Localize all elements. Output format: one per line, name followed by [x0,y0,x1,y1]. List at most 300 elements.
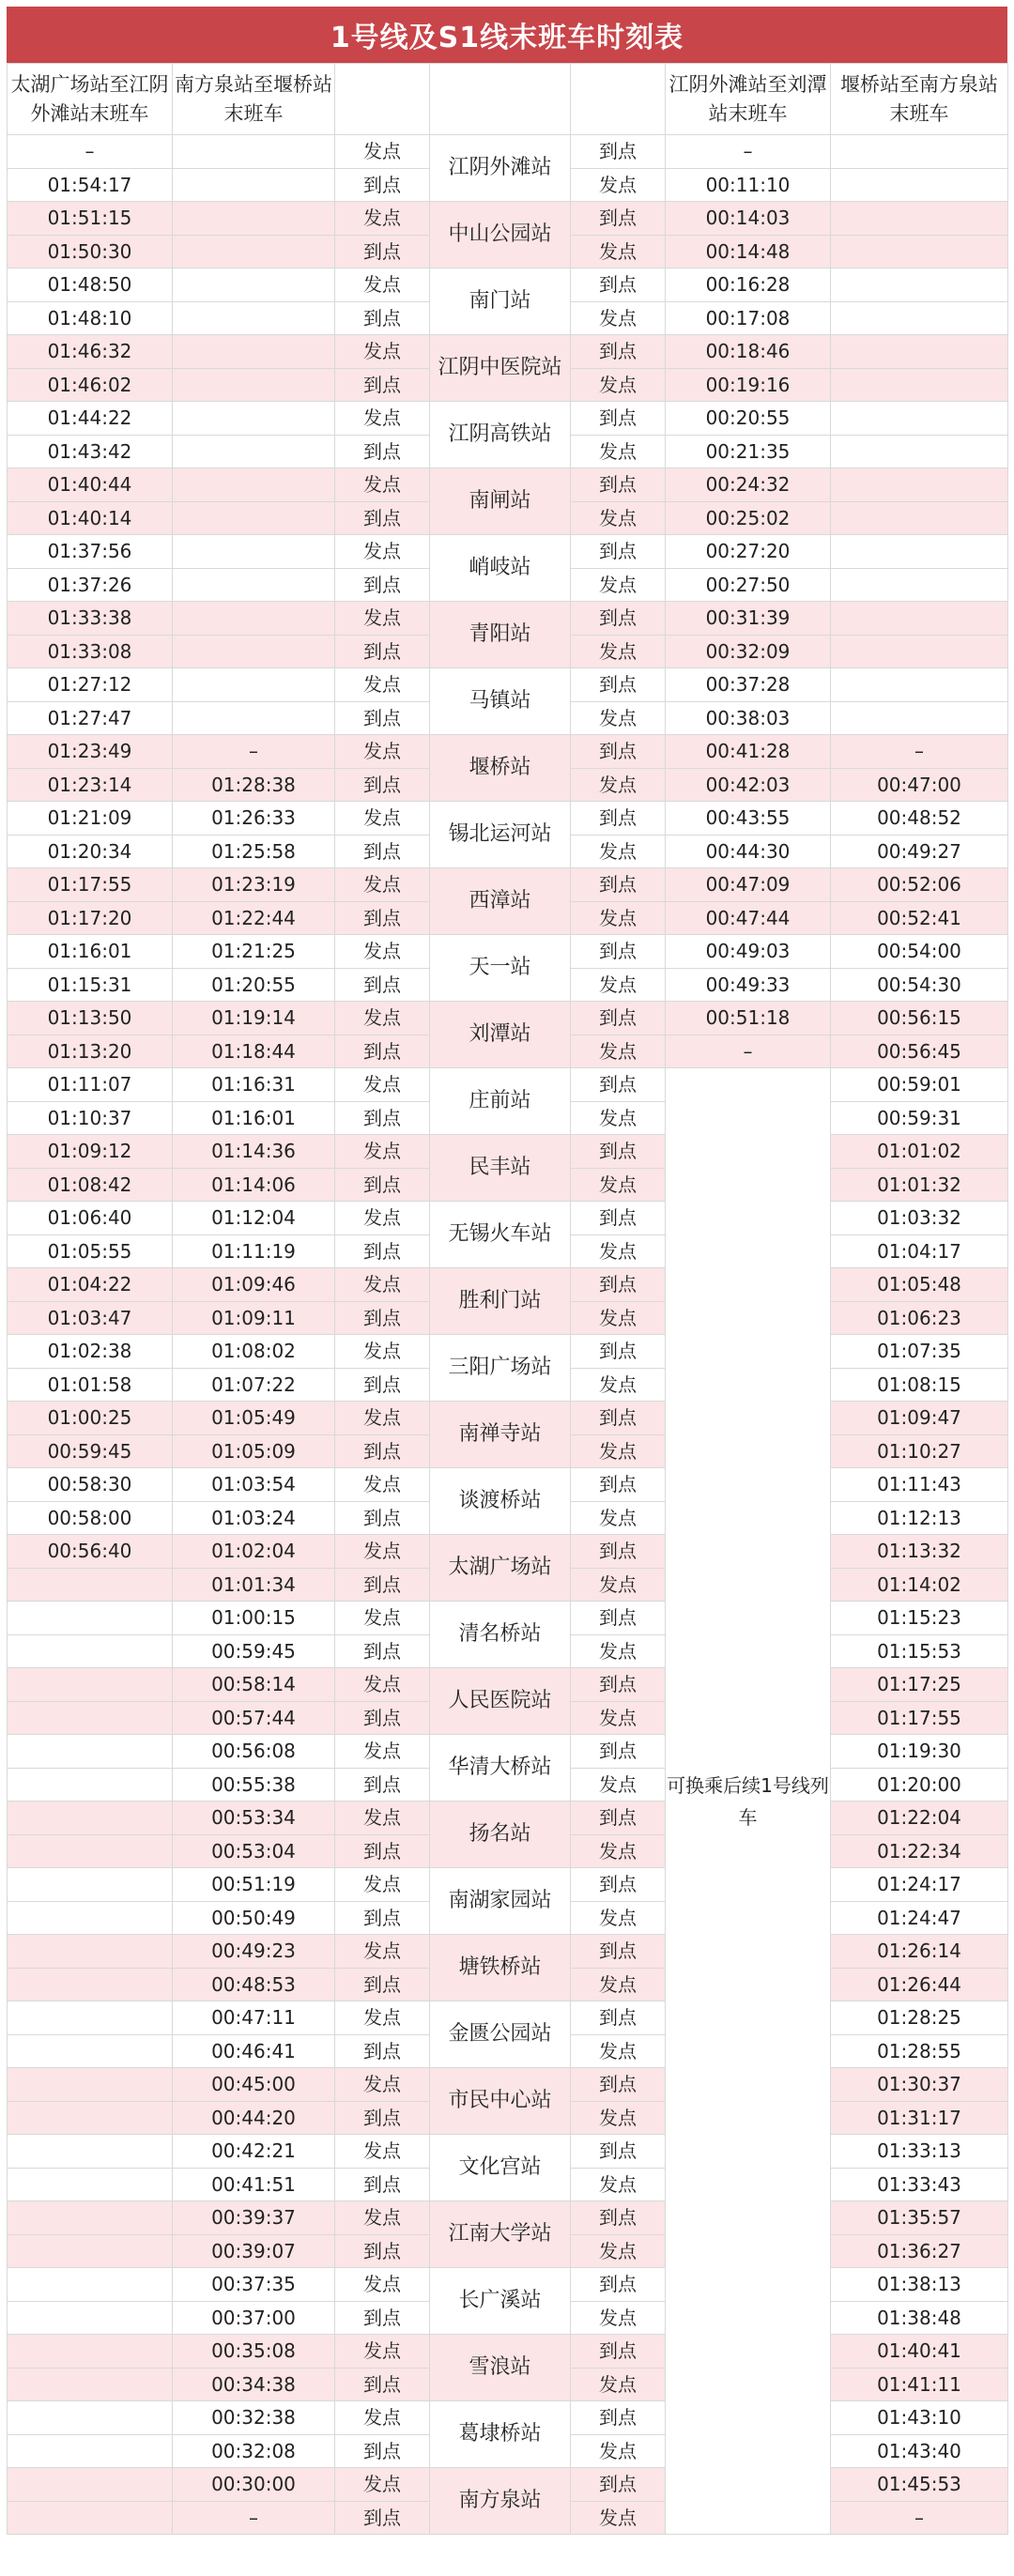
time-nanfangquan-to-yanqiao [173,602,335,636]
time-nanfangquan-to-yanqiao: 01:03:54 [173,1468,335,1502]
event-type-right: 到点 [571,1935,666,1969]
time-jiangyin-to-liutan: 00:51:18 [666,1002,831,1035]
time-nanfangquan-to-yanqiao: 01:12:04 [173,1202,335,1235]
header-yanqiao-to-nanfangquan: 堰桥站至南方泉站末班车 [831,64,1008,135]
time-nanfangquan-to-yanqiao: – [173,735,335,769]
time-yanqiao-to-nanfangquan [831,135,1008,169]
time-taihu-to-jiangyin: – [8,135,173,169]
time-jiangyin-to-liutan: 00:16:28 [666,268,831,302]
time-nanfangquan-to-yanqiao: 01:11:19 [173,1234,335,1268]
time-nanfangquan-to-yanqiao [173,368,335,402]
time-yanqiao-to-nanfangquan: 01:31:17 [831,2101,1008,2135]
time-taihu-to-jiangyin: 01:48:10 [8,301,173,335]
time-taihu-to-jiangyin [8,2501,173,2535]
time-taihu-to-jiangyin: 01:33:08 [8,635,173,668]
time-nanfangquan-to-yanqiao: 01:22:44 [173,901,335,935]
event-type-right: 发点 [571,2034,666,2068]
station-name: 堰桥站 [430,735,571,802]
time-nanfangquan-to-yanqiao: 00:56:08 [173,1735,335,1769]
event-type-left: 发点 [335,2001,430,2035]
event-type-right: 发点 [571,235,666,268]
station-name: 江南大学站 [430,2201,571,2268]
time-nanfangquan-to-yanqiao: 00:57:44 [173,1701,335,1735]
time-yanqiao-to-nanfangquan: 01:09:47 [831,1402,1008,1435]
event-type-right: 到点 [571,1668,666,1702]
event-type-right: 发点 [571,301,666,335]
time-taihu-to-jiangyin: 01:06:40 [8,1202,173,1235]
time-taihu-to-jiangyin: 01:11:07 [8,1068,173,1102]
table-row [8,402,1008,436]
time-nanfangquan-to-yanqiao: 01:07:22 [173,1368,335,1402]
time-taihu-to-jiangyin: 01:46:02 [8,368,173,402]
event-type-left: 发点 [335,1468,430,1502]
station-name: 无锡火车站 [430,1202,571,1268]
event-type-right: 发点 [571,835,666,868]
station-name: 江阴中医院站 [430,335,571,402]
time-yanqiao-to-nanfangquan: 01:43:40 [831,2434,1008,2468]
event-type-left: 发点 [335,802,430,836]
event-type-right: 发点 [571,1901,666,1935]
event-type-right: 到点 [571,802,666,836]
event-type-right: 到点 [571,135,666,169]
time-nanfangquan-to-yanqiao: 00:50:49 [173,1901,335,1935]
time-taihu-to-jiangyin [8,2168,173,2201]
time-taihu-to-jiangyin: 01:44:22 [8,402,173,436]
event-type-left: 到点 [335,701,430,735]
event-type-right: 到点 [571,202,666,236]
event-type-right: 发点 [571,901,666,935]
time-taihu-to-jiangyin: 01:23:14 [8,768,173,802]
table-row [8,2201,1008,2235]
time-jiangyin-to-liutan: 00:43:55 [666,802,831,836]
time-nanfangquan-to-yanqiao: 00:53:04 [173,1834,335,1868]
event-type-left: 到点 [335,2234,430,2268]
time-yanqiao-to-nanfangquan: 00:54:30 [831,968,1008,1002]
event-type-left: 到点 [335,1834,430,1868]
station-name: 扬名站 [430,1802,571,1868]
time-nanfangquan-to-yanqiao: 00:51:19 [173,1868,335,1902]
event-type-right: 发点 [571,1301,666,1335]
time-nanfangquan-to-yanqiao: 01:25:58 [173,835,335,868]
station-name: 胜利门站 [430,1268,571,1335]
time-nanfangquan-to-yanqiao: 01:18:44 [173,1035,335,1068]
time-nanfangquan-to-yanqiao: 00:59:45 [173,1634,335,1668]
event-type-left: 发点 [335,2135,430,2169]
time-taihu-to-jiangyin: 00:58:00 [8,1501,173,1535]
table-row [8,1802,1008,1835]
time-yanqiao-to-nanfangquan: 01:04:17 [831,1234,1008,1268]
time-yanqiao-to-nanfangquan: 00:54:00 [831,935,1008,969]
event-type-left: 发点 [335,1135,430,1169]
event-type-right: 到点 [571,1202,666,1235]
event-type-right: 发点 [571,701,666,735]
time-jiangyin-to-liutan: 00:49:33 [666,968,831,1002]
time-yanqiao-to-nanfangquan [831,368,1008,402]
event-type-left: 发点 [335,535,430,569]
table-row [8,1335,1008,1369]
table-row [8,1668,1008,1702]
event-type-left: 到点 [335,2101,430,2135]
time-yanqiao-to-nanfangquan: 01:38:48 [831,2301,1008,2335]
table-row [8,1735,1008,1769]
station-name: 峭岐站 [430,535,571,602]
event-type-right: 发点 [571,435,666,468]
event-type-right: 到点 [571,2335,666,2369]
time-nanfangquan-to-yanqiao: 00:39:37 [173,2201,335,2235]
event-type-left: 到点 [335,1301,430,1335]
time-yanqiao-to-nanfangquan: 01:28:25 [831,2001,1008,2035]
time-yanqiao-to-nanfangquan [831,301,1008,335]
event-type-left: 到点 [335,368,430,402]
event-type-left: 到点 [335,2368,430,2401]
event-type-left: 发点 [335,468,430,502]
time-taihu-to-jiangyin: 01:43:42 [8,435,173,468]
event-type-right: 到点 [571,2201,666,2235]
station-name: 南湖家园站 [430,1868,571,1935]
time-nanfangquan-to-yanqiao: 00:39:07 [173,2234,335,2268]
event-type-left: 到点 [335,1501,430,1535]
time-jiangyin-to-liutan: 00:27:20 [666,535,831,569]
time-nanfangquan-to-yanqiao: 00:53:34 [173,1802,335,1835]
event-type-right: 发点 [571,968,666,1002]
time-yanqiao-to-nanfangquan: 00:49:27 [831,835,1008,868]
table-row [8,1068,1008,1102]
time-taihu-to-jiangyin: 01:09:12 [8,1135,173,1169]
event-type-left: 到点 [335,635,430,668]
time-taihu-to-jiangyin: 01:00:25 [8,1402,173,1435]
event-type-left: 发点 [335,1868,430,1902]
event-type-left: 到点 [335,568,430,602]
table-row [8,2135,1008,2169]
time-taihu-to-jiangyin [8,1968,173,2001]
event-type-right: 到点 [571,868,666,902]
event-type-right: 到点 [571,468,666,502]
table-row [8,802,1008,836]
time-nanfangquan-to-yanqiao: 00:55:38 [173,1768,335,1802]
event-type-right: 发点 [571,1168,666,1202]
event-type-left: 发点 [335,1668,430,1702]
table-row [8,2401,1008,2435]
station-name: 南方泉站 [430,2468,571,2535]
time-nanfangquan-to-yanqiao: 01:05:09 [173,1434,335,1468]
time-taihu-to-jiangyin [8,2201,173,2235]
time-taihu-to-jiangyin: 01:08:42 [8,1168,173,1202]
time-nanfangquan-to-yanqiao: 01:16:31 [173,1068,335,1102]
station-name: 市民中心站 [430,2068,571,2135]
station-name: 西漳站 [430,868,571,935]
time-jiangyin-to-liutan: 00:18:46 [666,335,831,369]
timetable-page [7,7,1007,2535]
time-yanqiao-to-nanfangquan [831,268,1008,302]
event-type-left: 到点 [335,1168,430,1202]
event-type-right: 发点 [571,2168,666,2201]
timetable-title: 1号线及S1线末班车时刻表 [7,7,1007,63]
table-row [8,1402,1008,1435]
event-type-right: 发点 [571,1568,666,1602]
time-yanqiao-to-nanfangquan: 00:48:52 [831,802,1008,836]
event-type-right: 到点 [571,2068,666,2102]
time-taihu-to-jiangyin: 01:15:31 [8,968,173,1002]
time-yanqiao-to-nanfangquan: 01:33:43 [831,2168,1008,2201]
event-type-right: 到点 [571,402,666,436]
time-nanfangquan-to-yanqiao: 00:44:20 [173,2101,335,2135]
time-taihu-to-jiangyin: 01:51:15 [8,202,173,236]
time-yanqiao-to-nanfangquan: 01:24:47 [831,1901,1008,1935]
time-yanqiao-to-nanfangquan: 01:05:48 [831,1268,1008,1302]
event-type-left: 到点 [335,1035,430,1068]
time-nanfangquan-to-yanqiao: 01:21:25 [173,935,335,969]
time-taihu-to-jiangyin: 01:21:09 [8,802,173,836]
event-type-right: 发点 [571,168,666,202]
event-type-left: 发点 [335,1068,430,1102]
time-yanqiao-to-nanfangquan: 01:01:02 [831,1135,1008,1169]
event-type-left: 发点 [335,2201,430,2235]
time-jiangyin-to-liutan: 00:25:02 [666,501,831,535]
event-type-left: 发点 [335,2268,430,2302]
time-jiangyin-to-liutan: 00:37:28 [666,668,831,702]
time-yanqiao-to-nanfangquan: 01:43:10 [831,2401,1008,2435]
time-taihu-to-jiangyin [8,2434,173,2468]
event-type-right: 发点 [571,635,666,668]
time-yanqiao-to-nanfangquan: 00:47:00 [831,768,1008,802]
table-row [8,1868,1008,1902]
time-taihu-to-jiangyin: 01:20:34 [8,835,173,868]
time-jiangyin-to-liutan: 00:20:55 [666,402,831,436]
event-type-left: 发点 [335,1802,430,1835]
station-name: 人民医院站 [430,1668,571,1735]
time-yanqiao-to-nanfangquan: 01:07:35 [831,1335,1008,1369]
event-type-right: 到点 [571,2135,666,2169]
time-taihu-to-jiangyin: 01:40:14 [8,501,173,535]
event-type-left: 发点 [335,402,430,436]
event-type-left: 到点 [335,168,430,202]
header-row [8,64,1008,135]
time-taihu-to-jiangyin: 01:13:50 [8,1002,173,1035]
event-type-right: 发点 [571,1701,666,1735]
time-yanqiao-to-nanfangquan: 01:10:27 [831,1434,1008,1468]
station-name: 江阴外滩站 [430,135,571,202]
event-type-right: 到点 [571,535,666,569]
table-row [8,2068,1008,2102]
time-taihu-to-jiangyin [8,1768,173,1802]
time-nanfangquan-to-yanqiao [173,535,335,569]
event-type-left: 到点 [335,1768,430,1802]
time-jiangyin-to-liutan: 00:38:03 [666,701,831,735]
table-row [8,668,1008,702]
event-type-right: 发点 [571,1968,666,2001]
table-row [8,468,1008,502]
time-yanqiao-to-nanfangquan: 01:33:13 [831,2135,1008,2169]
time-taihu-to-jiangyin: 01:27:47 [8,701,173,735]
time-yanqiao-to-nanfangquan: 01:28:55 [831,2034,1008,2068]
time-jiangyin-to-liutan: 00:41:28 [666,735,831,769]
time-nanfangquan-to-yanqiao [173,268,335,302]
time-nanfangquan-to-yanqiao [173,168,335,202]
time-nanfangquan-to-yanqiao [173,468,335,502]
time-yanqiao-to-nanfangquan: 01:40:41 [831,2335,1008,2369]
station-name: 民丰站 [430,1135,571,1202]
time-taihu-to-jiangyin: 01:54:17 [8,168,173,202]
time-nanfangquan-to-yanqiao [173,202,335,236]
station-name: 青阳站 [430,602,571,668]
table-row [8,1268,1008,1302]
time-taihu-to-jiangyin [8,1668,173,1702]
event-type-left: 到点 [335,835,430,868]
event-type-right: 发点 [571,2301,666,2335]
time-taihu-to-jiangyin: 01:27:12 [8,668,173,702]
time-nanfangquan-to-yanqiao: 00:58:14 [173,1668,335,1702]
event-type-right: 到点 [571,602,666,636]
time-jiangyin-to-liutan: 00:47:44 [666,901,831,935]
event-type-right: 到点 [571,268,666,302]
time-nanfangquan-to-yanqiao: 00:30:00 [173,2468,335,2502]
event-type-left: 到点 [335,235,430,268]
event-type-right: 发点 [571,1035,666,1068]
time-yanqiao-to-nanfangquan: 01:35:57 [831,2201,1008,2235]
table-row [8,268,1008,302]
table-row [8,1202,1008,1235]
time-nanfangquan-to-yanqiao [173,435,335,468]
event-type-left: 到点 [335,2501,430,2535]
station-name: 金匮公园站 [430,2001,571,2068]
time-yanqiao-to-nanfangquan: 01:26:44 [831,1968,1008,2001]
event-type-left: 到点 [335,2034,430,2068]
event-type-left: 到点 [335,1968,430,2001]
event-type-right: 发点 [571,1501,666,1535]
time-taihu-to-jiangyin: 00:59:45 [8,1434,173,1468]
event-type-right: 到点 [571,1735,666,1769]
time-nanfangquan-to-yanqiao: 00:32:08 [173,2434,335,2468]
event-type-right: 发点 [571,2434,666,2468]
event-type-left: 发点 [335,1268,430,1302]
event-type-left: 发点 [335,135,430,169]
time-nanfangquan-to-yanqiao [173,701,335,735]
event-type-right: 发点 [571,568,666,602]
time-taihu-to-jiangyin [8,2468,173,2502]
time-nanfangquan-to-yanqiao: 00:46:41 [173,2034,335,2068]
event-type-left: 到点 [335,1234,430,1268]
event-type-right: 到点 [571,2468,666,2502]
time-yanqiao-to-nanfangquan: 01:24:17 [831,1868,1008,1902]
event-type-right: 发点 [571,2234,666,2268]
time-nanfangquan-to-yanqiao: 01:02:04 [173,1535,335,1569]
event-type-right: 发点 [571,1634,666,1668]
time-yanqiao-to-nanfangquan [831,501,1008,535]
time-nanfangquan-to-yanqiao: 01:16:01 [173,1101,335,1135]
time-yanqiao-to-nanfangquan: 01:19:30 [831,1735,1008,1769]
time-nanfangquan-to-yanqiao: 00:32:38 [173,2401,335,2435]
time-yanqiao-to-nanfangquan: 01:08:15 [831,1368,1008,1402]
time-taihu-to-jiangyin: 01:17:55 [8,868,173,902]
event-type-left: 发点 [335,735,430,769]
time-taihu-to-jiangyin [8,2001,173,2035]
station-name: 葛埭桥站 [430,2401,571,2468]
time-nanfangquan-to-yanqiao: – [173,2501,335,2535]
time-yanqiao-to-nanfangquan: 01:15:23 [831,1602,1008,1635]
event-type-right: 发点 [571,768,666,802]
event-type-left: 发点 [335,1735,430,1769]
time-yanqiao-to-nanfangquan [831,468,1008,502]
event-type-right: 发点 [571,1434,666,1468]
time-jiangyin-to-liutan: 00:44:30 [666,835,831,868]
event-type-left: 到点 [335,1434,430,1468]
event-type-right: 到点 [571,2001,666,2035]
time-yanqiao-to-nanfangquan: 00:56:45 [831,1035,1008,1068]
time-nanfangquan-to-yanqiao: 01:28:38 [173,768,335,802]
event-type-left: 到点 [335,1701,430,1735]
event-type-left: 发点 [335,335,430,369]
time-jiangyin-to-liutan: 00:47:09 [666,868,831,902]
time-taihu-to-jiangyin [8,1802,173,1835]
time-taihu-to-jiangyin: 01:46:32 [8,335,173,369]
event-type-left: 到点 [335,1101,430,1135]
event-type-right: 到点 [571,735,666,769]
time-nanfangquan-to-yanqiao: 00:35:08 [173,2335,335,2369]
time-yanqiao-to-nanfangquan: 01:45:53 [831,2468,1008,2502]
table-row [8,868,1008,902]
event-type-right: 发点 [571,1834,666,1868]
station-name: 塘铁桥站 [430,1935,571,2001]
event-type-left: 到点 [335,501,430,535]
event-type-right: 到点 [571,1602,666,1635]
time-yanqiao-to-nanfangquan: 00:52:41 [831,901,1008,935]
event-type-left: 到点 [335,2434,430,2468]
header-jiangyin-to-liutan: 江阴外滩站至刘潭站末班车 [666,64,831,135]
event-type-right: 到点 [571,1135,666,1169]
time-jiangyin-to-liutan: 00:14:03 [666,202,831,236]
time-taihu-to-jiangyin [8,2401,173,2435]
time-nanfangquan-to-yanqiao: 01:19:14 [173,1002,335,1035]
event-type-right: 到点 [571,1002,666,1035]
time-nanfangquan-to-yanqiao [173,301,335,335]
time-taihu-to-jiangyin [8,1634,173,1668]
time-yanqiao-to-nanfangquan [831,602,1008,636]
time-nanfangquan-to-yanqiao: 01:01:34 [173,1568,335,1602]
time-yanqiao-to-nanfangquan: 01:26:14 [831,1935,1008,1969]
time-taihu-to-jiangyin: 01:13:20 [8,1035,173,1068]
station-name: 南门站 [430,268,571,335]
table-row [8,602,1008,636]
time-yanqiao-to-nanfangquan: 01:11:43 [831,1468,1008,1502]
time-nanfangquan-to-yanqiao: 00:41:51 [173,2168,335,2201]
time-taihu-to-jiangyin [8,1901,173,1935]
header-blank-2 [571,64,666,135]
time-nanfangquan-to-yanqiao: 01:09:46 [173,1268,335,1302]
time-yanqiao-to-nanfangquan [831,235,1008,268]
time-taihu-to-jiangyin: 01:33:38 [8,602,173,636]
event-type-right: 到点 [571,2268,666,2302]
event-type-right: 到点 [571,1335,666,1369]
table-row [8,1135,1008,1169]
event-type-right: 到点 [571,935,666,969]
event-type-right: 到点 [571,1802,666,1835]
time-yanqiao-to-nanfangquan: 01:03:32 [831,1202,1008,1235]
event-type-right: 到点 [571,668,666,702]
event-type-left: 到点 [335,968,430,1002]
time-jiangyin-to-liutan: 00:27:50 [666,568,831,602]
event-type-right: 发点 [571,1234,666,1268]
station-name: 南闸站 [430,468,571,535]
station-name: 长广溪站 [430,2268,571,2335]
event-type-left: 到点 [335,2168,430,2201]
time-taihu-to-jiangyin [8,1735,173,1769]
transfer-note: 可换乘后续1号线列车 [666,1068,831,2535]
table-row [8,335,1008,369]
event-type-right: 到点 [571,2401,666,2435]
station-name: 三阳广场站 [430,1335,571,1402]
time-taihu-to-jiangyin: 01:10:37 [8,1101,173,1135]
event-type-right: 到点 [571,1268,666,1302]
